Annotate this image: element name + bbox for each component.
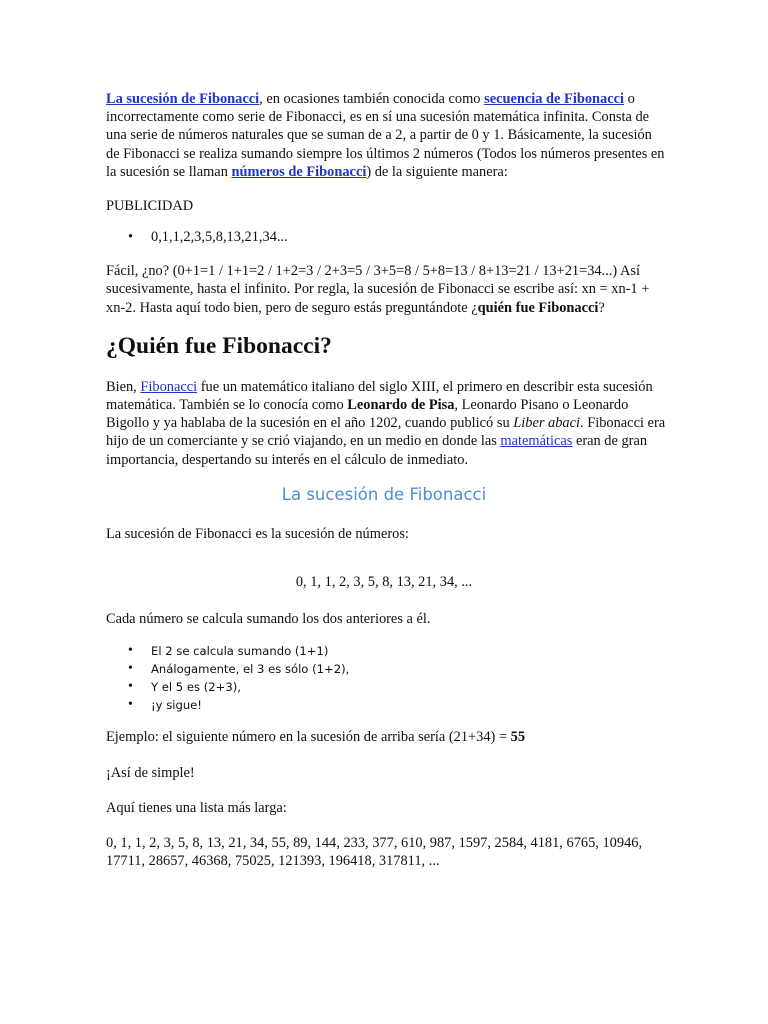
publicidad-label: PUBLICIDAD [106, 198, 194, 215]
link-la-sucesion-de-fibonacci[interactable]: La sucesión de Fibonacci [106, 91, 260, 107]
link-secuencia-de-fibonacci[interactable]: secuencia de Fibonacci [484, 91, 625, 107]
list-item: • 0,1,1,2,3,5,8,13,21,34... [106, 228, 666, 246]
sequence-centered: 0, 1, 1, 2, 3, 5, 8, 13, 21, 34, ... [295, 574, 473, 591]
link-matematicas[interactable]: matemáticas [500, 433, 573, 450]
list-item: • El 2 se calcula sumando (1+1) [106, 642, 666, 660]
list-item: • Y el 5 es (2+3), [106, 678, 666, 696]
document-page [106, 88, 666, 870]
intro-paragraph: La sucesión de Fibonacci, en ocasiones también conocida como secuencia de Fibonacci o incorrectamente como serie de Fibonacci, es en sí una sucesión matemática infinita. Consta de una serie de números naturales que se suman de a 2, a partir de 0 y 1. Básicamente, la sucesión de Fibonacci se realiza sumando siempre los últimos 2 números (Todos los números presentes en la sucesión se llaman números de Fibonacci) de la siguiente manera: [106, 91, 665, 180]
link-fibonacci[interactable]: Fibonacci [140, 378, 198, 395]
rules-list [106, 642, 666, 714]
subheading-la-sucesion: La sucesión de Fibonacci [281, 484, 487, 504]
asi-de-simple-text: ¡Así de simple! [106, 764, 195, 781]
facil-paragraph: Fácil, ¿no? (0+1=1 / 1+1=2 / 1+2=3 / 2+3=5 / 3+5=8 / 5+8=13 / 8+13=21 / 13+21=34...) Así sucesivamente, hasta el infinito. Por regla, la sucesión de Fibonacci se escribe así: xn = xn-1 + xn-2. Hasta aquí todo bien, pero de seguro estás preguntándote ¿quién fue Fibonacci? [106, 263, 650, 316]
ejemplo-paragraph: Ejemplo: el siguiente número en la sucesión de arriba sería (21+34) = 55 [106, 729, 526, 746]
link-numeros-de-fibonacci[interactable]: números de Fibonacci [231, 163, 367, 180]
list-item: • Análogamente, el 3 es sólo (1+2), [106, 660, 666, 678]
bio-paragraph: Bien, Fibonacci fue un matemático italiano del siglo XIII, el primero en describir esta sucesión matemática. También se lo conocía como Leonardo de Pisa, Leonardo Pisano o Leonardo Bigollo y ya hablaba de la sucesión en el año 1202, cuando publicó su Liber abaci. Fibonacci era hijo de un comerciante y se crió viajando, en un medio en donde las matemáticas eran de gran importancia, despertando su interés en el cálculo de inmediato. [106, 378, 666, 468]
heading-quien-fue-fibonacci: ¿Quién fue Fibonacci? [106, 332, 332, 359]
sucesion-intro-text: La sucesión de Fibonacci es la sucesión de números: [106, 525, 409, 542]
list-item: • ¡y sigue! [106, 696, 666, 714]
sequence-bullet-list [106, 228, 666, 246]
lista-mas-larga-label: Aquí tienes una lista más larga: [106, 799, 287, 816]
cada-numero-text: Cada número se calcula sumando los dos anteriores a él. [106, 611, 431, 628]
long-sequence-text: 0, 1, 1, 2, 3, 5, 8, 13, 21, 34, 55, 89, 144, 233, 377, 610, 987, 1597, 2584, 4181, 6765, 10946, 17711, 28657, 46368, 75025, 121393, 196418, 317811, ... [106, 835, 643, 870]
